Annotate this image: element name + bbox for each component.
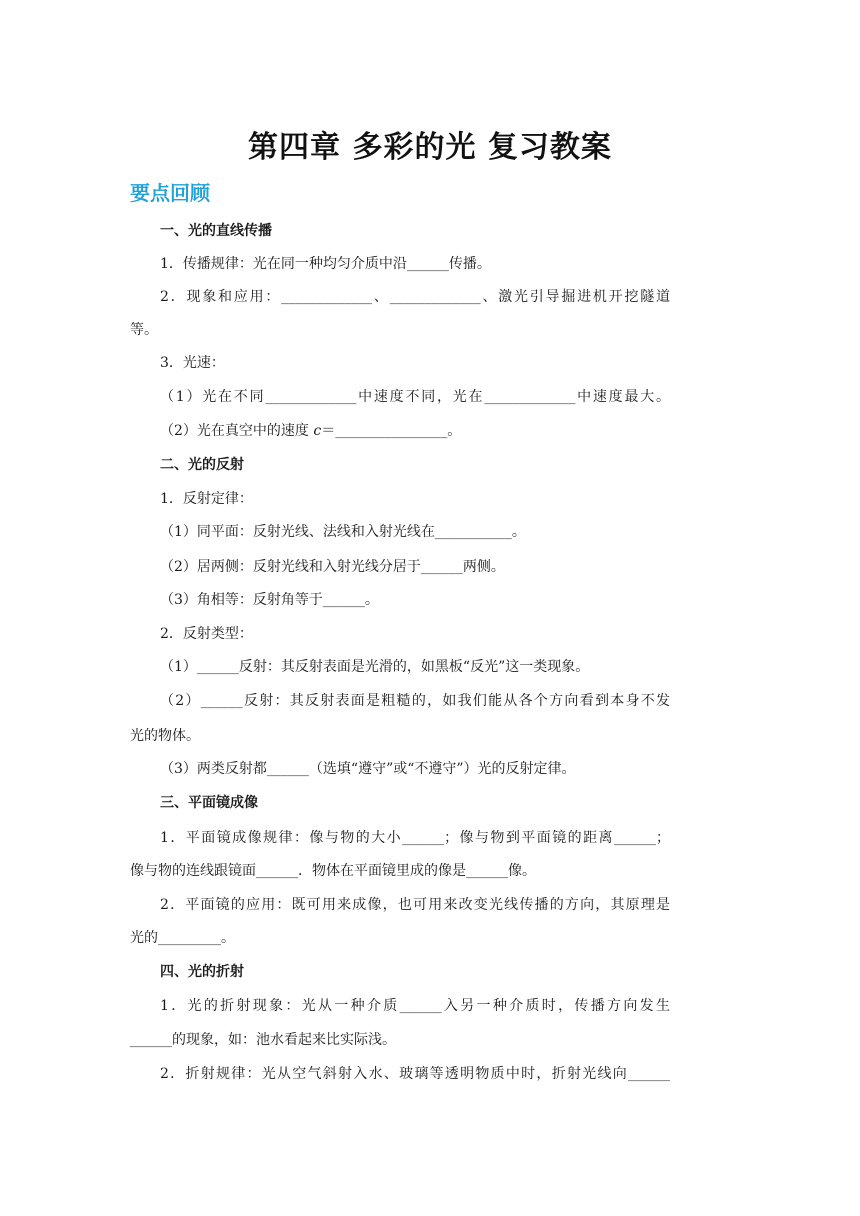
text-line: 3．光速： [160,355,225,371]
text-line: 1．传播规律：光在同一种均匀介质中沿______传播。 [160,256,491,272]
text-line: （2）居两侧：反射光线和入射光线分居于______两侧。 [160,559,505,575]
text-line: 等。 [130,322,158,338]
text-line: （3）两类反射都______（选填“遵守”或“不遵守”）光的反射定律。 [160,761,576,777]
text-line: 像与物的连线跟镜面______．物体在平面镜里成的像是______像。 [130,863,536,879]
text-line: 1．平面镜成像规律：像与物的大小______；像与物到平面镜的距离______； [160,830,670,846]
text-line [160,421,670,441]
text-line: （2）______反射：其反射表面是粗糙的，如我们能从各个方向看到本身不发 [160,693,670,709]
subheading-refraction: 四、光的折射 [160,964,244,980]
subheading-rectilinear: 一、光的直线传播 [160,223,272,239]
text-line: 2．折射规律：光从空气斜射入水、玻璃等透明物质中时，折射光线向______ [160,1066,670,1082]
text-line: 2．反射类型： [160,626,253,642]
subheading-plane-mirror: 三、平面镜成像 [160,795,258,811]
text-line: 1．反射定律： [160,491,253,507]
document-title: 第四章 多彩的光 复习教案 [248,130,612,165]
text-line: 光的_________。 [130,930,235,946]
section-heading: 要点回顾 [130,181,210,205]
subheading-reflection: 二、光的反射 [160,457,244,473]
text-line: （1）同平面：反射光线、法线和入射光线在___________。 [160,524,526,540]
text-line: （1）______反射：其反射表面是光滑的，如黑板“反光”这一类现象。 [160,659,590,675]
text-line: 2．现象和应用：_____________、_____________、激光引导掘进机开挖隧道 [160,289,670,305]
text-fragment: ＝________________。 [321,423,462,439]
text-fragment: （2）光在真空中的速度 [160,423,314,439]
text-line: 1．光的折射现象：光从一种介质______入另一种介质时，传播方向发生 [160,998,670,1014]
text-line: 光的物体。 [130,728,200,744]
text-line: （1）光在不同_____________中速度不同，光在_____________中速度最大。 [160,389,670,405]
speed-symbol: c [313,423,322,439]
text-line: 2．平面镜的应用：既可用来成像，也可用来改变光线传播的方向，其原理是 [160,897,670,913]
text-line: （3）角相等：反射角等于______。 [160,592,379,608]
text-line: ______的现象，如：池水看起来比实际浅。 [130,1032,396,1048]
